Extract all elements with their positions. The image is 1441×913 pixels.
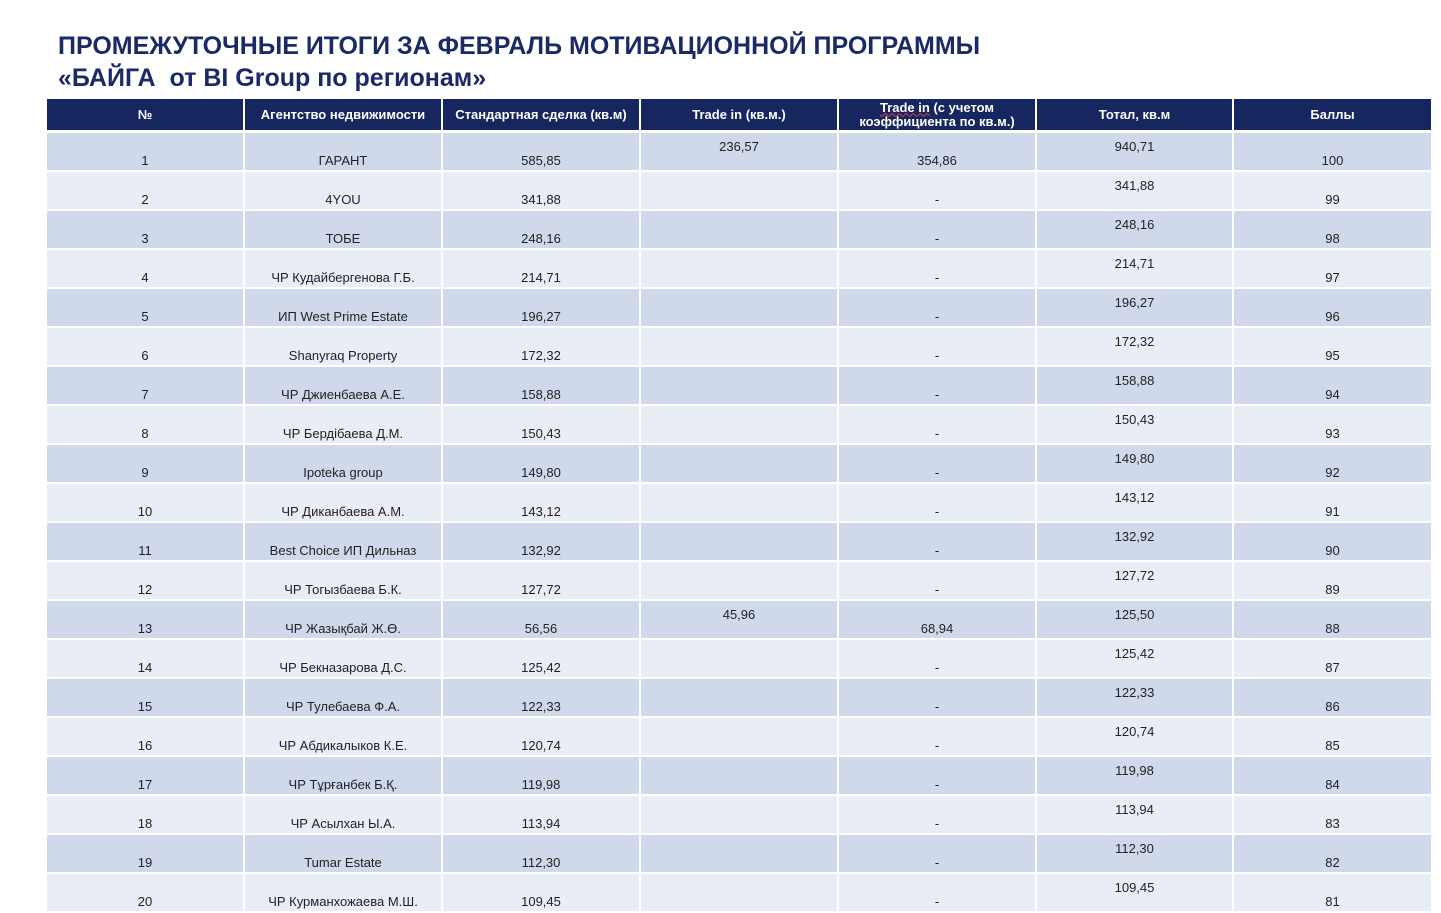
cell-points: 93 [1233, 405, 1431, 444]
cell-points: 91 [1233, 483, 1431, 522]
header-trade-in-coef [838, 99, 1036, 130]
cell-standard: 125,42 [442, 639, 640, 678]
cell-standard: 149,80 [442, 444, 640, 483]
cell-trade-in [640, 483, 838, 522]
cell-trade-in [640, 327, 838, 366]
table-row [47, 834, 1431, 873]
cell-standard: 341,88 [442, 171, 640, 210]
header-num: № [47, 99, 244, 130]
cell-trade-in-coef: - [838, 678, 1036, 717]
header-total: Тотал, кв.м [1036, 99, 1233, 130]
cell-standard: 127,72 [442, 561, 640, 600]
table-row [47, 678, 1431, 717]
cell-trade-in [640, 249, 838, 288]
cell-agency: Tumar Estate [244, 834, 442, 873]
cell-num: 6 [47, 327, 244, 366]
cell-num: 2 [47, 171, 244, 210]
cell-trade-in-coef: - [838, 171, 1036, 210]
results-table [47, 99, 1431, 913]
cell-num: 7 [47, 366, 244, 405]
cell-points: 83 [1233, 795, 1431, 834]
cell-trade-in-coef: - [838, 483, 1036, 522]
cell-total: 248,16 [1036, 210, 1233, 249]
table-row [47, 249, 1431, 288]
cell-points: 99 [1233, 171, 1431, 210]
table-row [47, 444, 1431, 483]
cell-trade-in-coef: - [838, 756, 1036, 795]
cell-agency: ГАРАНТ [244, 133, 442, 171]
table-row [47, 133, 1431, 171]
cell-trade-in-coef: 354,86 [838, 133, 1036, 171]
header-trade-in-coef-line2: коэффициента по кв.м.) [859, 113, 1015, 129]
cell-trade-in-coef: - [838, 366, 1036, 405]
table-row [47, 873, 1431, 912]
table-row [47, 210, 1431, 249]
cell-trade-in [640, 795, 838, 834]
cell-agency: ТОБЕ [244, 210, 442, 249]
cell-total: 112,30 [1036, 834, 1233, 873]
cell-agency: Ipoteka group [244, 444, 442, 483]
cell-trade-in-coef: - [838, 288, 1036, 327]
cell-trade-in [640, 210, 838, 249]
cell-points: 100 [1233, 133, 1431, 171]
cell-agency: ЧР Тулебаева Ф.А. [244, 678, 442, 717]
cell-points: 85 [1233, 717, 1431, 756]
cell-trade-in-coef: - [838, 249, 1036, 288]
cell-total: 150,43 [1036, 405, 1233, 444]
cell-num: 8 [47, 405, 244, 444]
table-row [47, 795, 1431, 834]
cell-standard: 122,33 [442, 678, 640, 717]
cell-points: 94 [1233, 366, 1431, 405]
cell-trade-in: 45,96 [640, 600, 838, 639]
cell-num: 16 [47, 717, 244, 756]
header-points: Баллы [1233, 99, 1431, 130]
cell-trade-in [640, 444, 838, 483]
cell-num: 13 [47, 600, 244, 639]
cell-trade-in-coef: - [838, 405, 1036, 444]
cell-trade-in [640, 366, 838, 405]
cell-standard: 214,71 [442, 249, 640, 288]
table-row [47, 756, 1431, 795]
header-agency: Агентство недвижимости [244, 99, 442, 130]
cell-standard: 120,74 [442, 717, 640, 756]
cell-num: 14 [47, 639, 244, 678]
header-standard: Стандартная сделка (кв.м) [442, 99, 640, 130]
cell-total: 125,42 [1036, 639, 1233, 678]
cell-points: 88 [1233, 600, 1431, 639]
cell-num: 9 [47, 444, 244, 483]
table-row [47, 366, 1431, 405]
cell-trade-in-coef: - [838, 561, 1036, 600]
cell-trade-in: 236,57 [640, 133, 838, 171]
cell-trade-in-coef: - [838, 522, 1036, 561]
cell-total: 196,27 [1036, 288, 1233, 327]
cell-total: 149,80 [1036, 444, 1233, 483]
cell-total: 125,50 [1036, 600, 1233, 639]
cell-num: 4 [47, 249, 244, 288]
cell-trade-in [640, 717, 838, 756]
cell-total: 940,71 [1036, 133, 1233, 171]
cell-agency: ЧР Абдикалыков К.Е. [244, 717, 442, 756]
cell-trade-in [640, 171, 838, 210]
cell-num: 12 [47, 561, 244, 600]
cell-trade-in [640, 873, 838, 912]
cell-standard: 248,16 [442, 210, 640, 249]
page-title [58, 30, 980, 94]
cell-trade-in [640, 639, 838, 678]
table-body [47, 130, 1431, 912]
cell-agency: 4YOU [244, 171, 442, 210]
cell-trade-in [640, 561, 838, 600]
table-header [47, 99, 1431, 130]
cell-agency: ЧР Кудайбергенова Г.Б. [244, 249, 442, 288]
cell-trade-in [640, 678, 838, 717]
cell-trade-in [640, 834, 838, 873]
table-row [47, 171, 1431, 210]
cell-num: 3 [47, 210, 244, 249]
cell-agency: ЧР Асылхан Ы.А. [244, 795, 442, 834]
title-line-1: ПРОМЕЖУТОЧНЫЕ ИТОГИ ЗА ФЕВРАЛЬ МОТИВАЦИОННОЙ ПРОГРАММЫ [58, 32, 981, 60]
table-row [47, 600, 1431, 639]
cell-trade-in-coef: - [838, 210, 1036, 249]
cell-standard: 585,85 [442, 133, 640, 171]
cell-agency: ЧР Тогызбаева Б.К. [244, 561, 442, 600]
results-table-container [47, 99, 1431, 909]
cell-agency: Best Choice ИП Дильназ [244, 522, 442, 561]
cell-agency: ИП West Prime Estate [244, 288, 442, 327]
cell-points: 95 [1233, 327, 1431, 366]
cell-agency: ЧР Тұрғанбек Б.Қ. [244, 756, 442, 795]
table-row [47, 288, 1431, 327]
table-row [47, 522, 1431, 561]
cell-total: 119,98 [1036, 756, 1233, 795]
cell-trade-in [640, 288, 838, 327]
cell-trade-in-coef: - [838, 327, 1036, 366]
cell-points: 81 [1233, 873, 1431, 912]
cell-trade-in-coef: - [838, 717, 1036, 756]
table-row [47, 483, 1431, 522]
cell-total: 109,45 [1036, 873, 1233, 912]
cell-standard: 150,43 [442, 405, 640, 444]
cell-agency: ЧР Диканбаева А.М. [244, 483, 442, 522]
table-row [47, 405, 1431, 444]
cell-standard: 112,30 [442, 834, 640, 873]
cell-num: 5 [47, 288, 244, 327]
cell-num: 18 [47, 795, 244, 834]
cell-num: 1 [47, 133, 244, 171]
cell-points: 86 [1233, 678, 1431, 717]
cell-total: 341,88 [1036, 171, 1233, 210]
cell-trade-in [640, 522, 838, 561]
cell-standard: 119,98 [442, 756, 640, 795]
table-row [47, 327, 1431, 366]
cell-agency: ЧР Курманхожаева М.Ш. [244, 873, 442, 912]
cell-total: 127,72 [1036, 561, 1233, 600]
cell-trade-in [640, 405, 838, 444]
cell-points: 87 [1233, 639, 1431, 678]
cell-agency: ЧР Жазықбай Ж.Ө. [244, 600, 442, 639]
cell-points: 90 [1233, 522, 1431, 561]
cell-trade-in [640, 756, 838, 795]
cell-total: 132,92 [1036, 522, 1233, 561]
cell-standard: 172,32 [442, 327, 640, 366]
cell-num: 19 [47, 834, 244, 873]
cell-total: 120,74 [1036, 717, 1233, 756]
cell-agency: ЧР Бердібаева Д.М. [244, 405, 442, 444]
cell-trade-in-coef: - [838, 834, 1036, 873]
table-row [47, 717, 1431, 756]
title-line-2: «БАЙГА от BI Group по регионам» [58, 64, 487, 92]
cell-trade-in-coef: - [838, 639, 1036, 678]
cell-num: 17 [47, 756, 244, 795]
cell-points: 97 [1233, 249, 1431, 288]
cell-total: 143,12 [1036, 483, 1233, 522]
cell-agency: ЧР Джиенбаева А.Е. [244, 366, 442, 405]
cell-standard: 113,94 [442, 795, 640, 834]
cell-standard: 158,88 [442, 366, 640, 405]
cell-points: 89 [1233, 561, 1431, 600]
header-row [47, 99, 1431, 130]
cell-standard: 143,12 [442, 483, 640, 522]
cell-trade-in-coef: 68,94 [838, 600, 1036, 639]
header-trade-in-coef-word: Trade in [879, 99, 930, 115]
table-row [47, 639, 1431, 678]
cell-num: 15 [47, 678, 244, 717]
table-row [47, 561, 1431, 600]
cell-standard: 109,45 [442, 873, 640, 912]
cell-num: 10 [47, 483, 244, 522]
cell-standard: 56,56 [442, 600, 640, 639]
cell-agency: Shanyraq Property [244, 327, 442, 366]
cell-trade-in-coef: - [838, 795, 1036, 834]
cell-total: 158,88 [1036, 366, 1233, 405]
cell-total: 172,32 [1036, 327, 1233, 366]
cell-points: 92 [1233, 444, 1431, 483]
header-trade-in: Trade in (кв.м.) [640, 99, 838, 130]
cell-points: 98 [1233, 210, 1431, 249]
cell-trade-in-coef: - [838, 444, 1036, 483]
cell-num: 11 [47, 522, 244, 561]
cell-points: 82 [1233, 834, 1431, 873]
cell-agency: ЧР Бекназарова Д.С. [244, 639, 442, 678]
cell-total: 113,94 [1036, 795, 1233, 834]
cell-num: 20 [47, 873, 244, 912]
cell-trade-in-coef: - [838, 873, 1036, 912]
cell-points: 96 [1233, 288, 1431, 327]
cell-standard: 132,92 [442, 522, 640, 561]
header-trade-in-coef-rest: (с учетом [929, 99, 995, 115]
cell-standard: 196,27 [442, 288, 640, 327]
cell-points: 84 [1233, 756, 1431, 795]
cell-total: 214,71 [1036, 249, 1233, 288]
cell-total: 122,33 [1036, 678, 1233, 717]
